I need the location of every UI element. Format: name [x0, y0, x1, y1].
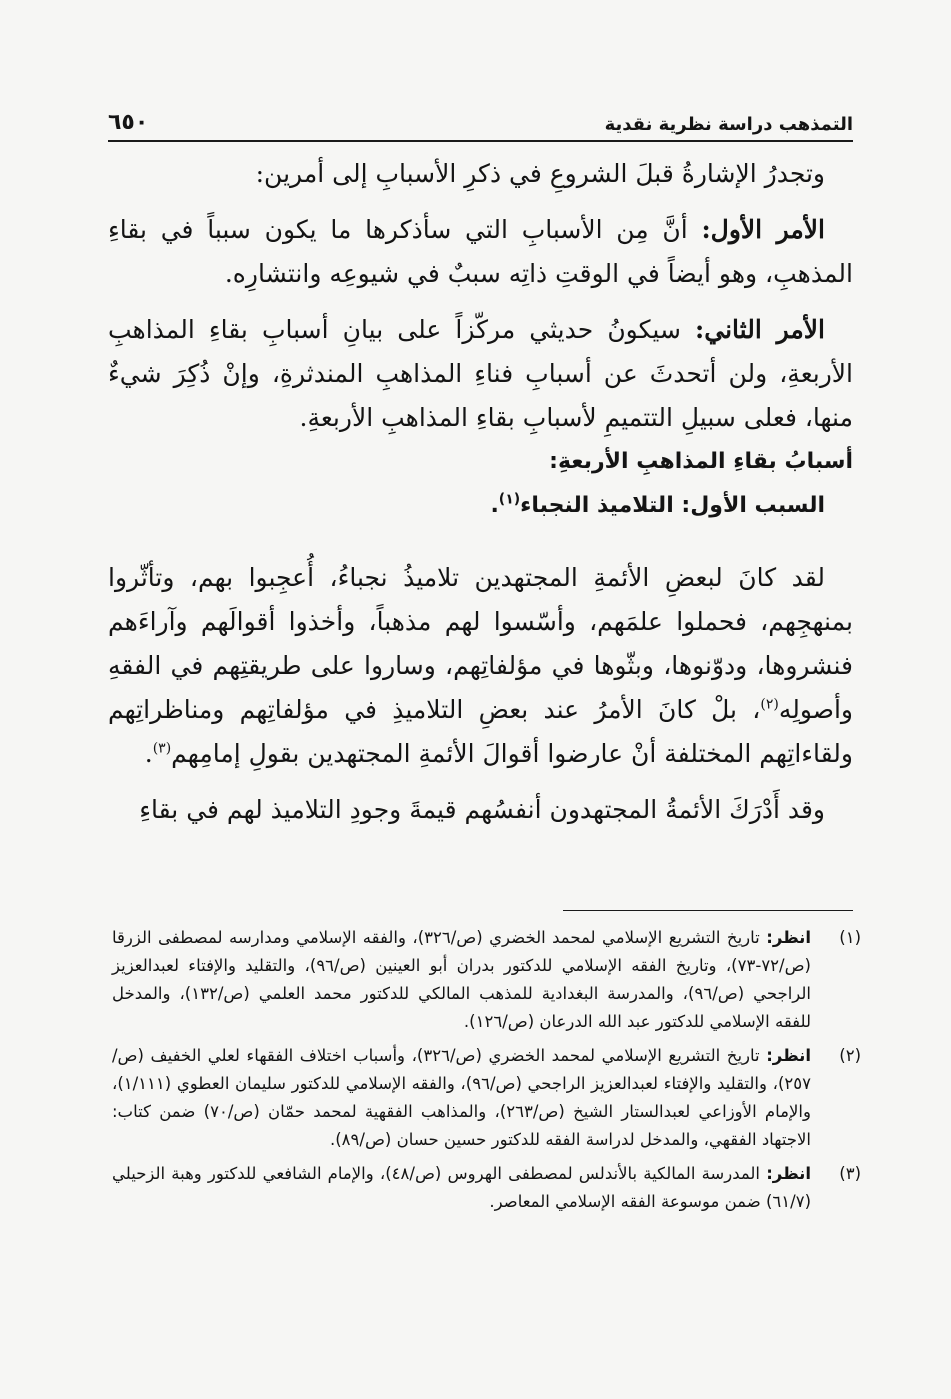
first-point-text: أنَّ مِن الأسبابِ التي سأذكرها ما يكون سبباً في بقاءِ المذهبِ، وهو أيضاً في الوقتِ ذاتِه سببٌ في شيوعِه وانتشارِه.: [108, 215, 853, 288]
intro-text: وتجدرُ الإشارةُ قبلَ الشروعِ في ذكرِ الأسبابِ إلى أمرين:: [255, 159, 825, 188]
footnote-lead: انظر:: [766, 1046, 811, 1065]
running-header: [108, 106, 853, 142]
footnote-text: تاريخ التشريع الإسلامي لمحمد الخضري (ص/٣٢٦)، والفقه الإسلامي ومدارسه لمصطفى الزرقا (ص/٧٢-٧٣)، وتاريخ الفقه الإسلامي للدكتور بدران أبو العينين (ص/٩٦)، والتقليد والإفتاء لعبدالعزيز الراجحي (ص/٩٦)، والمدرسة البغدادية للمذهب المالكي للدكتور محمد العلمي (ص/١٣٢)، والمدخل للفقه الإسلامي للدكتور عبد الله الدرعان (ص/١٢٦).: [112, 928, 812, 1031]
students-text-end: .: [144, 739, 153, 768]
students-text-b: ، بلْ كانَ الأمرُ عند بعضِ التلاميذِ في مؤلفاتِهم ومناظراتِهم ولقاءاتِهم المختلفة أنْ عارضوا أقوالَ الأئمةِ المجتهدين بقولِ إمامِهم: [108, 695, 853, 768]
footnotes: [112, 924, 861, 1222]
students-paragraph: [108, 556, 853, 776]
footnote-divider: [563, 910, 853, 911]
running-title: التمذهب دراسة نظرية نقدية: [604, 114, 853, 135]
second-point-paragraph: [108, 308, 853, 440]
page-number: ٦٥٠: [108, 110, 149, 135]
section-heading: أسبابُ بقاءِ المذاهبِ الأربعةِ:: [549, 449, 853, 474]
footnote-3: [112, 1160, 861, 1216]
students-text-a: لقد كانَ لبعضِ الأئمةِ المجتهدين تلاميذُ نجباءُ، أُعجِبوا بهم، وتأثّروا بمنهجِهم، فحملوا علمَهم، وأسّسوا لهم مذهباً، وأخذوا أقوالَهم وآراءَهم فنشروها، ودوّنوها، وبثّوها في مؤلفاتِهم، وساروا على طريقتِهم في الفقهِ وأصولِه: [108, 563, 853, 724]
footnote-ref-3[interactable]: (٣): [152, 740, 172, 757]
footnote-1: [112, 924, 861, 1036]
first-point-paragraph: [108, 208, 853, 296]
footnote-lead: انظر:: [766, 1164, 811, 1183]
imams-paragraph: [108, 788, 853, 832]
footnote-ref-2[interactable]: (٢): [760, 696, 779, 713]
second-point-lead: الأمر الثاني:: [695, 315, 826, 344]
footnote-number: (٢): [839, 1046, 861, 1065]
footnote-lead: انظر:: [766, 928, 812, 947]
footnote-2: [112, 1042, 861, 1154]
footnote-text: تاريخ التشريع الإسلامي لمحمد الخضري (ص/٣٢٦)، وأسباب اختلاف الفقهاء لعلي الخفيف (ص/٢٥٧)، والتقليد والإفتاء لعبدالعزيز الراجحي (ص/٩٦)، والفقه الإسلامي للدكتور سليمان العطوي (١/١١١)، والإمام الأوزاعي لعبدالستار الشيخ (ص/٢٦٣)، والمذاهب الفقهية لمحمد حمّان (ص/٧٠) ضمن كتاب: الاجتهاد الفقهي، والمدخل لدراسة الفقه للدكتور حسين حسان (ص/٨٩).: [112, 1046, 811, 1149]
subsection-title: السبب الأول: التلاميذ النجباء: [520, 493, 825, 518]
footnote-text: المدرسة المالكية بالأندلس لمصطفى الهروس (ص/٤٨)، والإمام الشافعي للدكتور وهبة الزحيلي (٦١/٧) ضمن موسوعة الفقه الإسلامي المعاصر.: [112, 1164, 811, 1211]
footnote-number: (١): [839, 928, 861, 947]
second-point-text: سيكونُ حديثي مركّزاً على بيانِ أسبابِ بقاءِ المذاهبِ الأربعةِ، ولن أتحدثَ عن أسبابِ فناءِ المذاهبِ المندثرةِ، وإنْ ذُكِرَ شيءٌ منها، فعلى سبيلِ التتميمِ لأسبابِ بقاءِ المذاهبِ الأربعةِ.: [108, 315, 853, 432]
imams-text: وقد أَدْرَكَ الأئمةُ المجتهدون أنفسُهم قيمةَ وجودِ التلاميذ لهم في بقاءِ: [139, 795, 825, 824]
footnote-ref-1[interactable]: (١): [498, 491, 521, 508]
intro-paragraph: [108, 152, 853, 196]
subsection-heading: السبب الأول: التلاميذ النجباء$^{(١)}$.: [490, 491, 825, 518]
footnote-number: (٣): [839, 1164, 861, 1183]
first-point-lead: الأمر الأول:: [701, 215, 825, 244]
main-text: [108, 152, 853, 832]
